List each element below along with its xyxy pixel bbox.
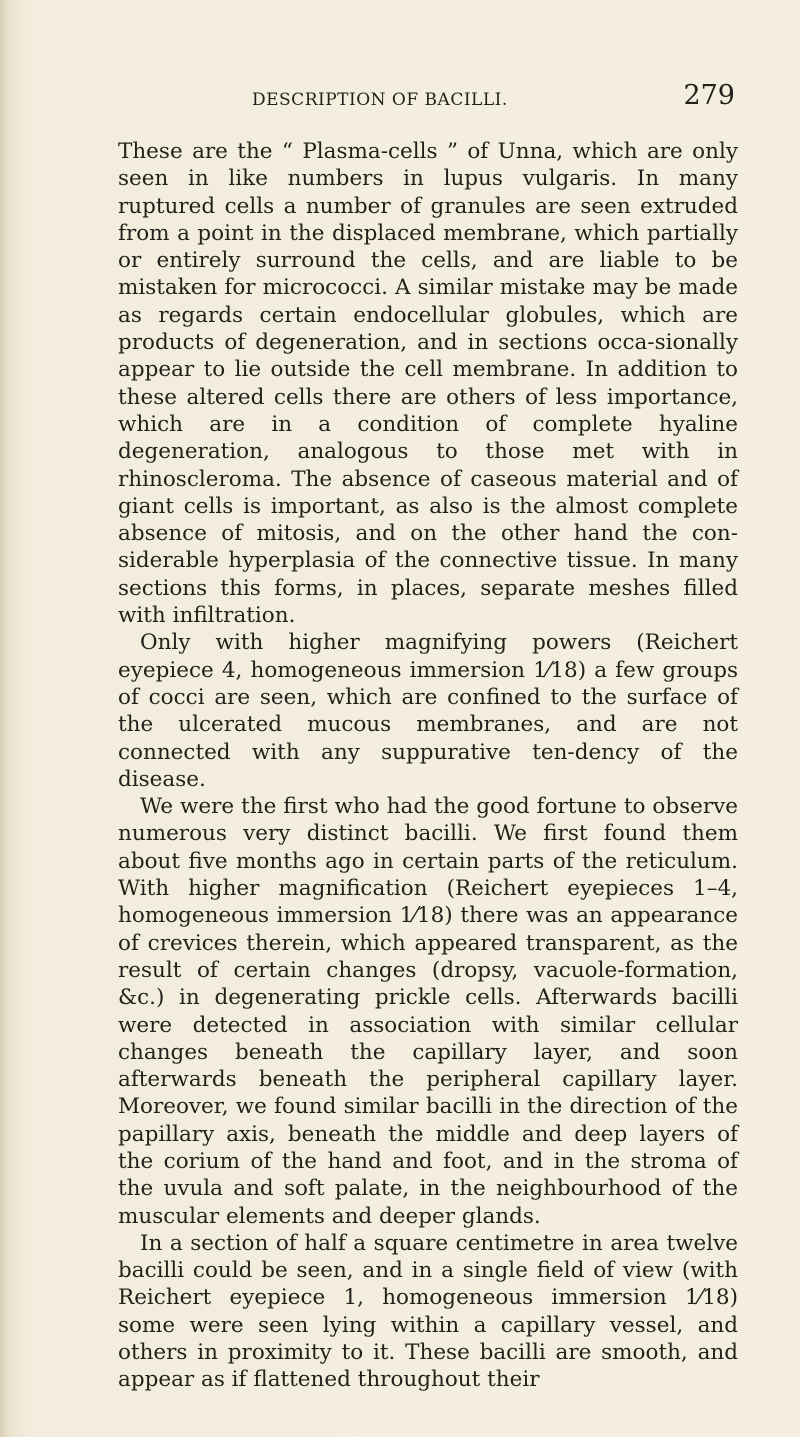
running-head: DESCRIPTION OF BACILLI. — [252, 90, 508, 110]
paragraph-cocci: Only with higher magnifying powers (Reichert eyepiece 4, homogeneous immersion 1⁄18) a few groups of cocci are seen, which are confined to the surface of the ulcerated mucous membranes, and are not connected with any suppurative ten-dency of the disease. — [118, 630, 738, 792]
page-header — [120, 80, 735, 120]
paragraph-bacilli-discovery: We were the first who had the good fortune to observe numerous very distinct bacilli. We first found them about five months ago in certain parts of the reticulum. With higher magnification (Reichert eyepieces 1–4, homogeneous immersion 1⁄18) there was an appearance of crevices therein, which appeared transparent, as the result of certain changes (dropsy, vacuole-formation, &c.) in degenerating prickle cells. Afterwards bacilli were detected in association with similar cellular changes beneath the capillary layer, and soon afterwards beneath the peripheral capillary layer. Moreover, we found similar bacilli in the direction of the papillary axis, beneath the middle and deep layers of the corium of the hand and foot, and in the stroma of the uvula and soft palate, in the neighbourhood of the muscular elements and deeper glands. — [118, 794, 738, 1229]
body-text — [118, 138, 738, 1394]
paragraph-plasma-cells: These are the “ Plasma-cells ” of Unna, which are only seen in like numbers in lupus vulgaris. In many ruptured cells a number of granules are seen extruded from a point in the displaced membrane, which partially or entirely surround the cells, and are liable to be mistaken for micrococci. A similar mistake may be made as regards certain endocellular globules, which are products of degeneration, and in sections occa-sionally appear to lie outside the cell membrane. In addition to these altered cells there are others of less importance, which are in a condition of complete hyaline degeneration, analogous to those met with in rhinoscleroma. The absence of caseous material and of giant cells is important, as also is the almost complete absence of mitosis, and on the other hand the con-siderable hyperplasia of the connective tissue. In many sections this forms, in places, separate meshes filled with infiltration. — [118, 139, 738, 629]
paragraph-section-count: In a section of half a square centimetre in area twelve bacilli could be seen, and in a single field of view (with Reichert eyepiece 1, homogeneous immersion 1⁄18) some were seen lying within a capillary vessel, and others in proximity to it. These bacilli are smooth, and appear as if flattened throughout their — [118, 1230, 738, 1393]
page-number: 279 — [683, 80, 735, 111]
